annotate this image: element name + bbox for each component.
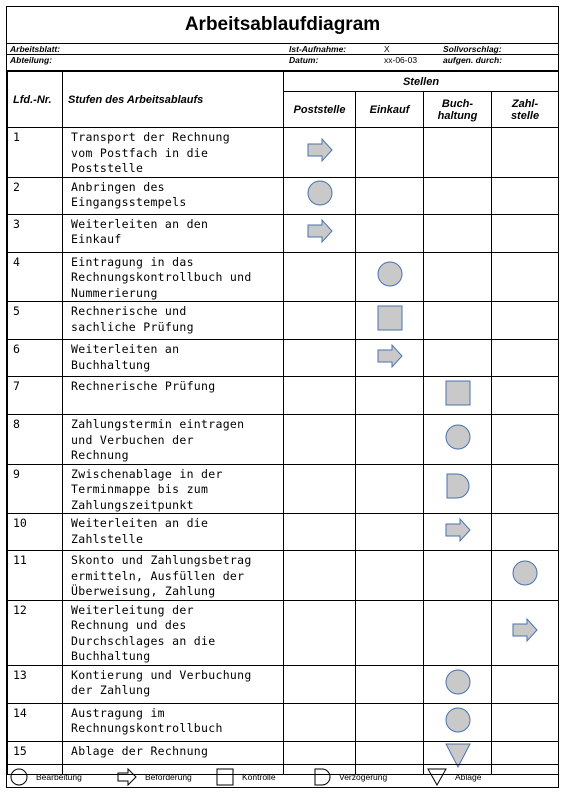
- circle-icon: [445, 669, 471, 695]
- cell-buchhaltung: [424, 177, 492, 214]
- cell-buchhaltung: [424, 214, 492, 252]
- cell-zahlstelle: [492, 551, 559, 601]
- cell-zahlstelle: [492, 302, 559, 340]
- delay-icon: [445, 473, 471, 499]
- arrow-icon: [512, 617, 538, 643]
- cell-einkauf: [356, 214, 424, 252]
- table-row: [8, 340, 559, 377]
- table-row: [8, 514, 559, 551]
- table-row: [8, 177, 559, 214]
- circle-icon: [10, 768, 28, 786]
- cell-einkauf: [356, 600, 424, 665]
- cell-buchhaltung: [424, 377, 492, 415]
- cell-einkauf: [356, 514, 424, 551]
- cell-poststelle: [284, 177, 356, 214]
- row-number: 8: [8, 415, 63, 465]
- row-step-text: Anbringen des Eingangsstempels: [63, 177, 284, 214]
- circle-icon: [445, 707, 471, 733]
- cell-buchhaltung: [424, 514, 492, 551]
- header-lfd-nr: Lfd.-Nr.: [8, 72, 63, 128]
- cell-buchhaltung: [424, 665, 492, 703]
- row-step-text: Weiterleiten an den Einkauf: [63, 214, 284, 252]
- arrow-icon: [307, 137, 333, 163]
- cell-zahlstelle: [492, 177, 559, 214]
- table-row: [8, 302, 559, 340]
- cell-buchhaltung: [424, 302, 492, 340]
- cell-buchhaltung: [424, 128, 492, 178]
- page-title: Arbeitsablaufdiagram: [7, 7, 558, 44]
- cell-einkauf: [356, 252, 424, 302]
- legend: [7, 764, 558, 787]
- row-number: 7: [8, 377, 63, 415]
- cell-poststelle: [284, 340, 356, 377]
- legend-item-bearbeitung: [10, 768, 82, 785]
- row-step-text: Weiterleitung der Rechnung und des Durchschlages an die Buchhaltung: [63, 600, 284, 665]
- cell-poststelle: [284, 551, 356, 601]
- row-number: 11: [8, 551, 63, 601]
- ist-aufnahme-label: Ist-Aufnahme:: [289, 44, 347, 54]
- row-step-text: Weiterleiten an die Zahlstelle: [63, 514, 284, 551]
- row-step-text: Rechnerische und sachliche Prüfung: [63, 302, 284, 340]
- table-row: [8, 665, 559, 703]
- cell-einkauf: [356, 665, 424, 703]
- row-number: 9: [8, 464, 63, 514]
- row-step-text: Austragung im Rechnungskontrollbuch: [63, 703, 284, 741]
- square-icon: [216, 768, 234, 786]
- row-step-text: Rechnerische Prüfung: [63, 377, 284, 415]
- cell-buchhaltung: [424, 340, 492, 377]
- cell-einkauf: [356, 377, 424, 415]
- row-number: 3: [8, 214, 63, 252]
- cell-einkauf: [356, 464, 424, 514]
- arrow-icon: [445, 517, 471, 543]
- arrow-icon: [117, 768, 137, 786]
- row-step-text: Skonto und Zahlungsbetrag ermitteln, Ausfüllen der Überweisung, Zahlung: [63, 551, 284, 601]
- cell-buchhaltung: [424, 252, 492, 302]
- square-icon: [445, 380, 471, 406]
- header-zahlstelle: Zahl- stelle: [492, 92, 559, 128]
- legend-item-befoerderung: [117, 768, 192, 785]
- abteilung-label: Abteilung:: [10, 55, 53, 65]
- cell-zahlstelle: [492, 703, 559, 741]
- cell-einkauf: [356, 128, 424, 178]
- header-stellen: Stellen: [284, 72, 559, 92]
- legend-item-kontrolle: [216, 768, 276, 785]
- cell-poststelle: [284, 464, 356, 514]
- table-row: [8, 415, 559, 465]
- legend-label-verzoegerung: Verzögerung: [339, 771, 388, 782]
- legend-label-kontrolle: Kontrolle: [242, 771, 276, 782]
- cell-einkauf: [356, 177, 424, 214]
- legend-label-ablage: Ablage: [455, 771, 482, 782]
- cell-zahlstelle: [492, 377, 559, 415]
- row-number: 15: [8, 741, 63, 774]
- legend-label-bearbeitung: Bearbeitung: [36, 771, 82, 782]
- row-step-text: Zwischenablage in der Terminmappe bis zum Zahlungszeitpunkt: [63, 464, 284, 514]
- cell-zahlstelle: [492, 252, 559, 302]
- circle-icon: [445, 424, 471, 450]
- table-row: [8, 128, 559, 178]
- workflow-sheet: [6, 6, 559, 788]
- cell-zahlstelle: [492, 214, 559, 252]
- delay-icon: [313, 768, 331, 786]
- meta-row-2: [7, 55, 558, 71]
- row-step-text: Transport der Rechnung vom Postfach in die Poststelle: [63, 128, 284, 178]
- aufgen-durch-label: aufgen. durch:: [443, 55, 503, 65]
- circle-icon: [377, 261, 403, 287]
- cell-einkauf: [356, 415, 424, 465]
- cell-einkauf: [356, 302, 424, 340]
- arrow-icon: [307, 218, 333, 244]
- row-step-text: Ablage der Rechnung: [63, 741, 284, 774]
- row-number: 12: [8, 600, 63, 665]
- cell-zahlstelle: [492, 665, 559, 703]
- ist-aufnahme-value: X: [384, 44, 390, 54]
- workflow-table: [7, 71, 559, 775]
- table-row: [8, 252, 559, 302]
- table-row: [8, 214, 559, 252]
- cell-zahlstelle: [492, 514, 559, 551]
- row-step-text: Weiterleiten an Buchhaltung: [63, 340, 284, 377]
- table-row: [8, 464, 559, 514]
- cell-einkauf: [356, 551, 424, 601]
- table-row: [8, 377, 559, 415]
- meta-row-1: [7, 44, 558, 55]
- cell-poststelle: [284, 128, 356, 178]
- cell-buchhaltung: [424, 415, 492, 465]
- workflow-rows: [8, 128, 559, 775]
- row-step-text: Kontierung und Verbuchung der Zahlung: [63, 665, 284, 703]
- cell-poststelle: [284, 514, 356, 551]
- cell-buchhaltung: [424, 703, 492, 741]
- cell-poststelle: [284, 600, 356, 665]
- row-number: 14: [8, 703, 63, 741]
- cell-buchhaltung: [424, 464, 492, 514]
- cell-poststelle: [284, 415, 356, 465]
- table-row: [8, 600, 559, 665]
- header-einkauf: Einkauf: [356, 92, 424, 128]
- legend-item-verzoegerung: [313, 768, 387, 785]
- cell-zahlstelle: [492, 600, 559, 665]
- datum-label: Datum:: [289, 55, 319, 65]
- triangle-icon: [427, 768, 447, 786]
- cell-einkauf: [356, 703, 424, 741]
- datum-value: xx-06-03: [384, 55, 418, 65]
- legend-item-ablage: [427, 768, 481, 785]
- cell-poststelle: [284, 302, 356, 340]
- row-number: 1: [8, 128, 63, 178]
- square-icon: [377, 305, 403, 331]
- row-number: 10: [8, 514, 63, 551]
- cell-zahlstelle: [492, 464, 559, 514]
- cell-zahlstelle: [492, 340, 559, 377]
- row-number: 5: [8, 302, 63, 340]
- sollvorschlag-label: Sollvorschlag:: [443, 44, 502, 54]
- table-row: [8, 551, 559, 601]
- circle-icon: [307, 180, 333, 206]
- circle-icon: [512, 560, 538, 586]
- legend-label-befoerderung: Beförderung: [145, 771, 192, 782]
- table-row: [8, 703, 559, 741]
- header-poststelle: Poststelle: [284, 92, 356, 128]
- cell-buchhaltung: [424, 551, 492, 601]
- row-step-text: Eintragung in das Rechnungskontrollbuch und Nummerierung: [63, 252, 284, 302]
- header-buchhaltung: Buch- haltung: [424, 92, 492, 128]
- cell-einkauf: [356, 340, 424, 377]
- row-number: 6: [8, 340, 63, 377]
- arrow-icon: [377, 343, 403, 369]
- arbeitsblatt-label: Arbeitsblatt:: [10, 44, 61, 54]
- row-step-text: Zahlungstermin eintragen und Verbuchen der Rechnung: [63, 415, 284, 465]
- row-number: 13: [8, 665, 63, 703]
- cell-poststelle: [284, 252, 356, 302]
- header-stufen: Stufen des Arbeitsablaufs: [63, 72, 284, 128]
- row-number: 4: [8, 252, 63, 302]
- cell-poststelle: [284, 214, 356, 252]
- row-number: 2: [8, 177, 63, 214]
- cell-zahlstelle: [492, 128, 559, 178]
- cell-poststelle: [284, 377, 356, 415]
- cell-poststelle: [284, 665, 356, 703]
- cell-poststelle: [284, 703, 356, 741]
- cell-zahlstelle: [492, 415, 559, 465]
- cell-buchhaltung: [424, 600, 492, 665]
